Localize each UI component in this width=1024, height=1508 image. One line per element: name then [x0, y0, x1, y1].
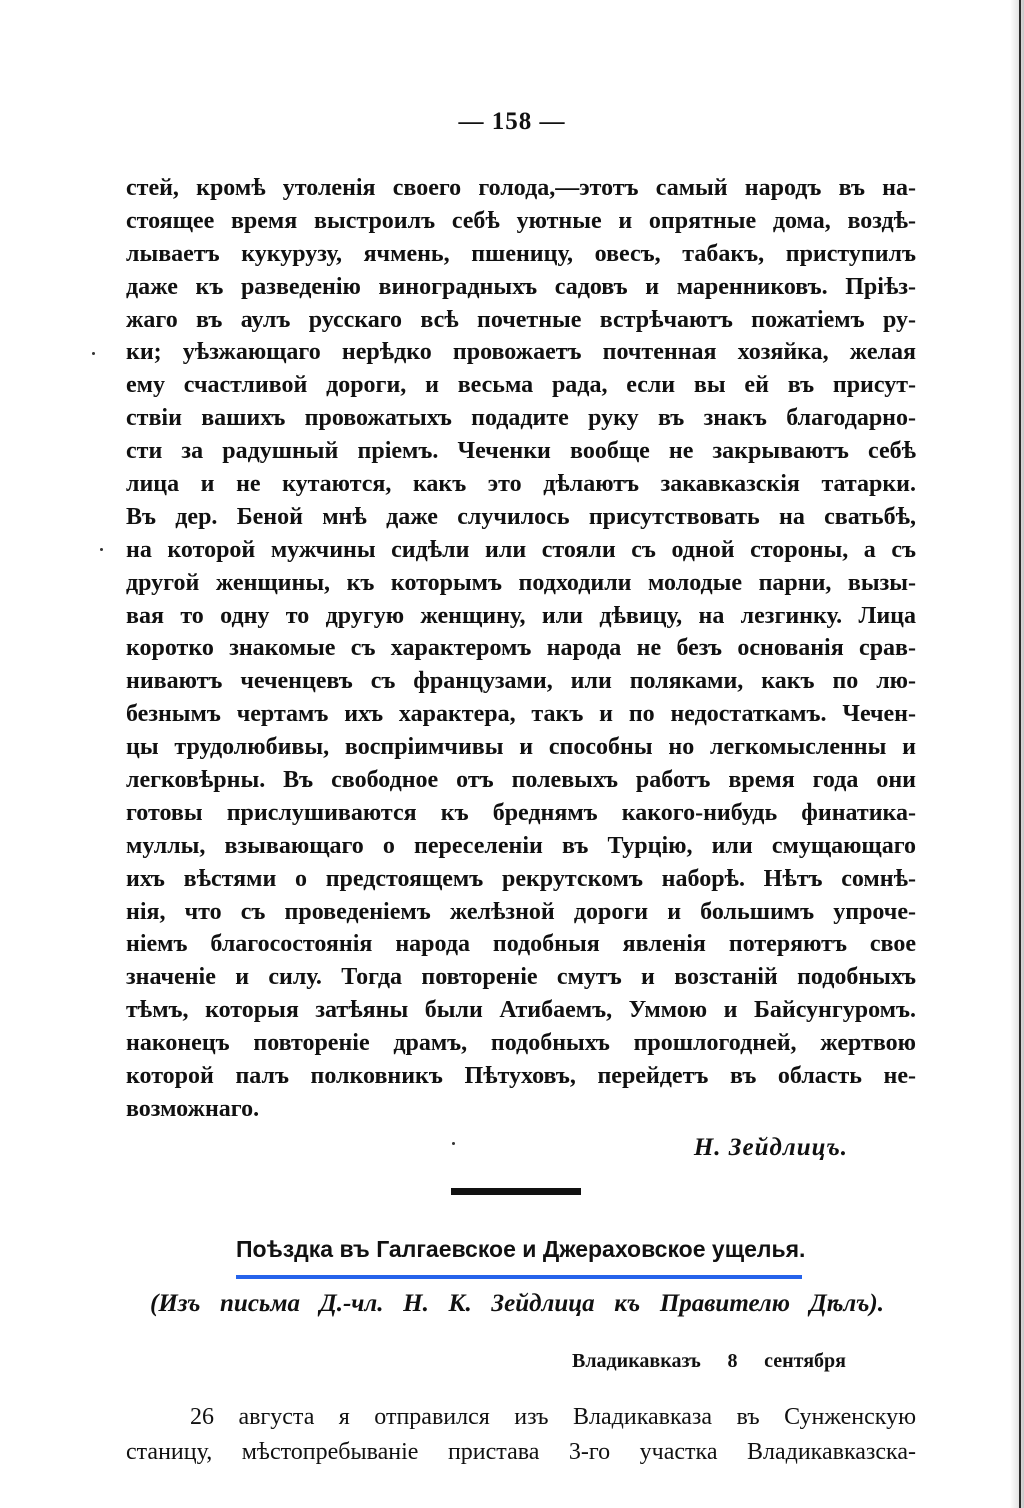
- letter-dateline: Владикавказъ 8 сентября: [572, 1350, 846, 1372]
- text-line: ніемъ благосостоянія народа подобныя явленія потеряютъ свое: [126, 931, 916, 958]
- page-edge-shadow: [1010, 0, 1024, 1508]
- text-line: на которой мужчины сидѣли или стояли съ одной стороны, а съ: [126, 536, 916, 563]
- page-edge-line: [1019, 0, 1021, 1508]
- text-line: значеніе и силу. Тогда повтореніе смутъ и возстаній подобныхъ: [126, 964, 916, 991]
- text-line: стей, кромѣ утоленія своего голода,—этотъ самый народъ въ на-: [126, 175, 916, 201]
- text-line: которой палъ полковникъ Пѣтуховъ, перейдетъ въ область не-: [126, 1063, 916, 1090]
- section-subtitle: (Изъ письма Д.-чл. Н. К. Зейдлица къ Правителю Дѣлъ).: [150, 1290, 884, 1317]
- section-divider: [451, 1188, 581, 1195]
- text-line: ниваютъ чеченцевъ съ французами, или поляками, какъ по лю-: [126, 668, 916, 695]
- scan-speck: [452, 1142, 455, 1145]
- text-line: коротко знакомые съ характеромъ народа не безъ основанія срав-: [126, 635, 916, 662]
- title-selection-underline: [236, 1275, 802, 1279]
- text-line: сти за радушный пріемъ. Чеченки вообще не закрываютъ себѣ: [126, 438, 916, 465]
- text-line: стоящее время выстроилъ себѣ уютные и опрятные дома, воздѣ-: [126, 207, 916, 234]
- text-line: лица и не кутаются, какъ это дѣлаютъ закавказскія татарки.: [126, 471, 916, 498]
- text-line: готовы прислушиваются къ бреднямъ какого-нибудь финатика-: [126, 799, 916, 826]
- author-signature: Н. Зейдлицъ.: [693, 1134, 848, 1161]
- scan-speck: [92, 352, 95, 355]
- text-line: вая то одну то другую женщину, или дѣвицу, на лезгинку. Лица: [126, 602, 916, 629]
- letter-text: [126, 1400, 916, 1470]
- text-line: ки; уѣзжающаго нерѣдко провожаетъ почтенная хозяйка, желая: [126, 339, 916, 366]
- text-line: жаго въ аулъ русскаго всѣ почетные встрѣчаютъ пожатіемъ ру-: [126, 306, 916, 333]
- text-line: 26 августа я отправился изъ Владикавказа въ Сунженскую: [190, 1404, 916, 1430]
- text-line: станицу, мѣстопребываніе пристава 3-го участка Владикавказска-: [126, 1439, 916, 1465]
- text-line: муллы, взывающаго о переселеніи въ Турцію, или смущающаго: [126, 832, 916, 859]
- text-line: даже къ разведенію виноградныхъ садовъ и маренниковъ. Пріѣз-: [126, 273, 916, 300]
- text-line: возможнаго.: [126, 1095, 260, 1122]
- text-line: лываетъ кукурузу, ячмень, пшеницу, овесъ, табакъ, приступилъ: [126, 240, 916, 267]
- text-line: ихъ вѣстями о предстоящемъ рекрутскомъ наборѣ. Нѣтъ сомнѣ-: [126, 865, 916, 892]
- text-line: безнымъ чертамъ ихъ характера, такъ и по недостаткамъ. Чечен-: [126, 701, 916, 728]
- scan-speck: [100, 548, 103, 551]
- text-line: Въ дер. Беной мнѣ даже случилось присутствовать на сватьбѣ,: [126, 503, 916, 530]
- text-line: наконецъ повтореніе драмъ, подобныхъ прошлогодней, жертвою: [126, 1030, 916, 1057]
- text-line: нія, что съ проведеніемъ желѣзной дороги и большимъ упроче-: [126, 898, 916, 925]
- text-line: ствіи вашихъ провожатыхъ подадите руку въ знакъ благодарно-: [126, 405, 916, 432]
- body-text: [126, 172, 916, 1126]
- page-number: — 158 —: [458, 108, 566, 135]
- text-line: легковѣрны. Въ свободное отъ полевыхъ работъ время года они: [126, 767, 916, 794]
- text-line: тѣмъ, которыя затѣяны были Атибаемъ, Уммою и Байсунгуромъ.: [126, 997, 916, 1024]
- text-line: ему счастливой дороги, и весьма рада, если вы ей въ присут-: [126, 372, 916, 399]
- section-title: Поѣздка въ Галгаевское и Джераховское ущелья.: [236, 1236, 806, 1262]
- text-line: другой женщины, къ которымъ подходили молодые парни, вызы-: [126, 569, 916, 596]
- text-line: цы трудолюбивы, воспріимчивы и способны но легкомысленны и: [126, 734, 916, 761]
